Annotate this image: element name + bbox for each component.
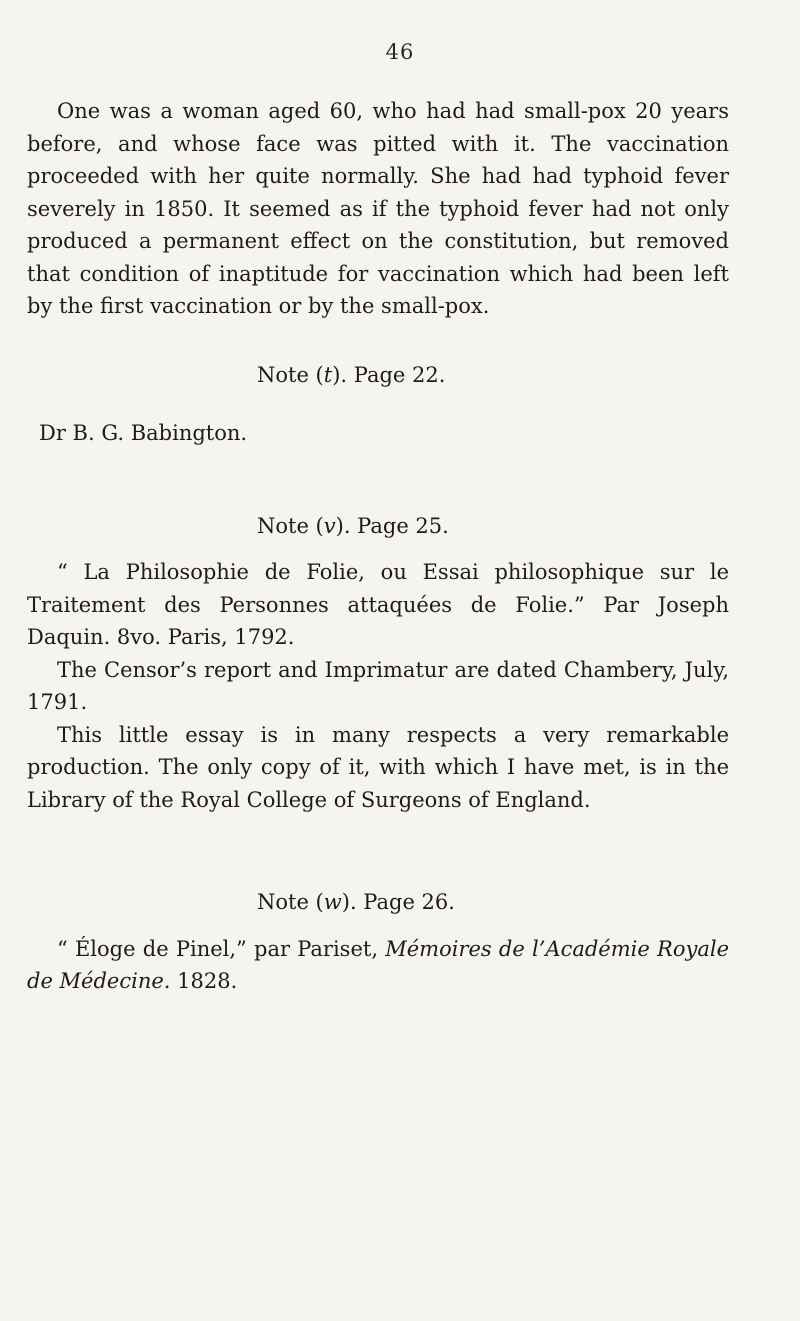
note-w-citation-year: 1828. <box>177 969 238 993</box>
note-t-prefix: Note ( <box>257 362 324 387</box>
note-w-citation <box>27 933 729 998</box>
note-t-attribution: Dr B. G. Babington. <box>39 421 248 445</box>
note-w-heading <box>27 886 729 919</box>
note-v-essay: This little essay is in many respects a very remarkable production. The only copy of it, with which I have met, is in the Library of the Royal College of Surgeons of England. <box>27 722 729 812</box>
note-v-letter: v <box>323 513 336 538</box>
note-w-letter: w <box>323 890 342 914</box>
note-v-censor: The Censor’s report and Imprimatur are dated Chambery, July, 1791. <box>27 657 729 714</box>
note-t-letter: t <box>323 362 333 387</box>
note-w-citation-italic: Mémoires de l’Académie Royale de Médecine. <box>27 936 729 993</box>
page-number: 46 <box>385 40 415 64</box>
paragraph-woman-aged-60: One was a woman aged 60, who had had small-pox 20 years before, and whose face was pitted with it. The vaccination proceeded with her quite normally. She had had typhoid fever severely in 1850. It seemed as if the typhoid fever had not only produced a permanent effect on the constitution, but removed that condition of inaptitude for vaccination which had been left by the first vaccination or by the small-pox. <box>27 99 729 318</box>
note-v-prefix: Note ( <box>257 513 324 538</box>
page-body <box>27 95 729 998</box>
note-v-quote: “ La Philosophie de Folie, ou Essai philosophique sur le Traitement des Personnes attaquées de Folie.” Par Joseph Daquin. 8vo. Paris, 1792. <box>27 560 729 649</box>
note-v-suffix: ). Page 25. <box>335 513 449 538</box>
note-t-heading <box>27 359 729 392</box>
note-w-citation-start: “ Éloge de Pinel,” par Pariset, <box>57 936 379 961</box>
note-t-suffix: ). Page 22. <box>332 362 446 387</box>
note-w-suffix: ). Page 26. <box>341 890 455 914</box>
note-v-heading <box>27 510 729 543</box>
note-w-prefix: Note ( <box>257 890 324 914</box>
